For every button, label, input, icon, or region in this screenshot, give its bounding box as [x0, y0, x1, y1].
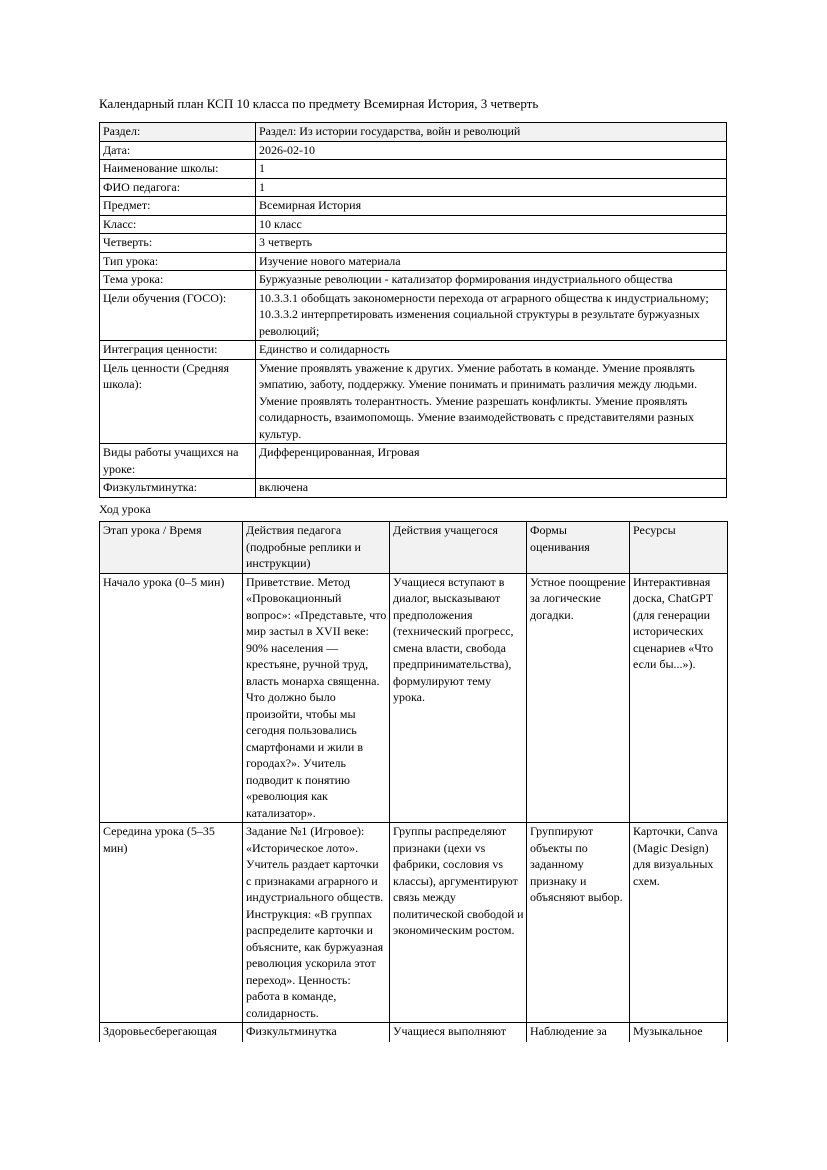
lesson-info-table: [99, 122, 727, 498]
info-value: Изучение нового материала: [256, 252, 727, 271]
info-value: 2026-02-10: [256, 141, 727, 160]
info-value: 10.3.3.1 обобщать закономерности перехода от аграрного общества к индустриальному; 10.3.3.2 интерпретировать изменения социальной структуры в результате буржуазных революций;: [256, 289, 727, 341]
teacher-actions-cell: Задание №1 (Игровое): «Историческое лото». Учитель раздает карточки с признаками аграрного и индустриального обществ. Инструкция: «В группах распределите карточки и объясните, как буржуазная революция ускорила этот переход». Ценность: работа в команде, солидарность.: [243, 823, 390, 1023]
lesson-column-header: Ресурсы: [630, 522, 728, 574]
info-label: Физкультминутка:: [100, 479, 256, 498]
info-row: [100, 444, 727, 479]
info-row: [100, 341, 727, 360]
info-value: 10 класс: [256, 215, 727, 234]
lesson-column-header: Этап урока / Время: [100, 522, 243, 574]
info-row: [100, 197, 727, 216]
document-title: Календарный план КСП 10 класса по предмету Всемирная История, 3 четверть: [99, 96, 539, 111]
assessment-cell: Группируют объекты по заданному признаку и объясняют выбор.: [527, 823, 630, 1023]
info-row: [100, 141, 727, 160]
info-value: Умение проявлять уважение к других. Умение работать в команде. Умение проявлять эмпатию, заботу, поддержку. Умение понимать и принимать различия между людьми. Умение проявлять толерантность. Умение разрешать конфликты. Умение проявлять солидарность, взаимопомощь. Умение взаимодействовать с представителями разных культур.: [256, 359, 727, 444]
info-row: [100, 123, 727, 142]
teacher-actions-cell: Физкультминутка: [243, 1023, 390, 1043]
info-value: Всемирная История: [256, 197, 727, 216]
info-label: Интеграция ценности:: [100, 341, 256, 360]
info-row: [100, 289, 727, 341]
lesson-header-row: [100, 522, 728, 574]
info-label: Дата:: [100, 141, 256, 160]
info-label: Класс:: [100, 215, 256, 234]
lesson-row: [100, 573, 728, 823]
lesson-column-header: Формы оценивания: [527, 522, 630, 574]
stage-cell: Здоровьесберегающая: [100, 1023, 243, 1043]
document-page: [99, 97, 727, 1042]
info-label: Виды работы учащихся на уроке:: [100, 444, 256, 479]
stage-cell: Начало урока (0–5 мин): [100, 573, 243, 823]
info-value: Раздел: Из истории государства, войн и революций: [256, 123, 727, 142]
teacher-actions-cell: Приветствие. Метод «Провокационный вопрос»: «Представьте, что мир застыл в XVII веке: 90% населения — крестьяне, ручной труд, власть монарха священна. Что должно было произойти, чтобы мы сегодня пользовались смартфонами и жили в городах?». Учитель подводит к понятию «революция как катализатор».: [243, 573, 390, 823]
info-row: [100, 234, 727, 253]
info-row: [100, 178, 727, 197]
lesson-column-header: Действия педагога (подробные реплики и инструкции): [243, 522, 390, 574]
student-actions-cell: Учащиеся выполняют: [390, 1023, 527, 1043]
lesson-row: [100, 823, 728, 1023]
stage-cell: Середина урока (5–35 мин): [100, 823, 243, 1023]
info-label: Цель ценности (Средняя школа):: [100, 359, 256, 444]
info-value: 1: [256, 178, 727, 197]
info-label: Раздел:: [100, 123, 256, 142]
info-row: [100, 479, 727, 498]
info-value: Единство и солидарность: [256, 341, 727, 360]
info-label: Предмет:: [100, 197, 256, 216]
info-label: Тип урока:: [100, 252, 256, 271]
resources-cell: Музыкальное: [630, 1023, 728, 1043]
info-label: Четверть:: [100, 234, 256, 253]
info-label: Тема урока:: [100, 271, 256, 290]
lesson-column-header: Действия учащегося: [390, 522, 527, 574]
info-value: 3 четверть: [256, 234, 727, 253]
lesson-row: [100, 1023, 728, 1043]
info-value: 1: [256, 160, 727, 179]
resources-cell: Интерактивная доска, ChatGPT (для генерации исторических сценариев «Что если бы...»).: [630, 573, 728, 823]
lesson-flow-table: [99, 521, 728, 1042]
info-row: [100, 160, 727, 179]
info-value: Дифференцированная, Игровая: [256, 444, 727, 479]
info-label: Наименование школы:: [100, 160, 256, 179]
assessment-cell: Устное поощрение за логические догадки.: [527, 573, 630, 823]
info-value: Буржуазные революции - катализатор формирования индустриального общества: [256, 271, 727, 290]
student-actions-cell: Группы распределяют признаки (цехи vs фабрики, сословия vs классы), аргументируют связь между политической свободой и экономическим ростом.: [390, 823, 527, 1023]
section-heading: Ход урока: [99, 501, 151, 516]
info-row: [100, 252, 727, 271]
info-row: [100, 271, 727, 290]
student-actions-cell: Учащиеся вступают в диалог, высказывают предположения (технический прогресс, смена власти, свобода предпринимательства), формулируют тему урока.: [390, 573, 527, 823]
info-row: [100, 215, 727, 234]
info-row: [100, 359, 727, 444]
assessment-cell: Наблюдение за: [527, 1023, 630, 1043]
resources-cell: Карточки, Canva (Magic Design) для визуальных схем.: [630, 823, 728, 1023]
info-label: Цели обучения (ГОСО):: [100, 289, 256, 341]
info-label: ФИО педагога:: [100, 178, 256, 197]
info-value: включена: [256, 479, 727, 498]
